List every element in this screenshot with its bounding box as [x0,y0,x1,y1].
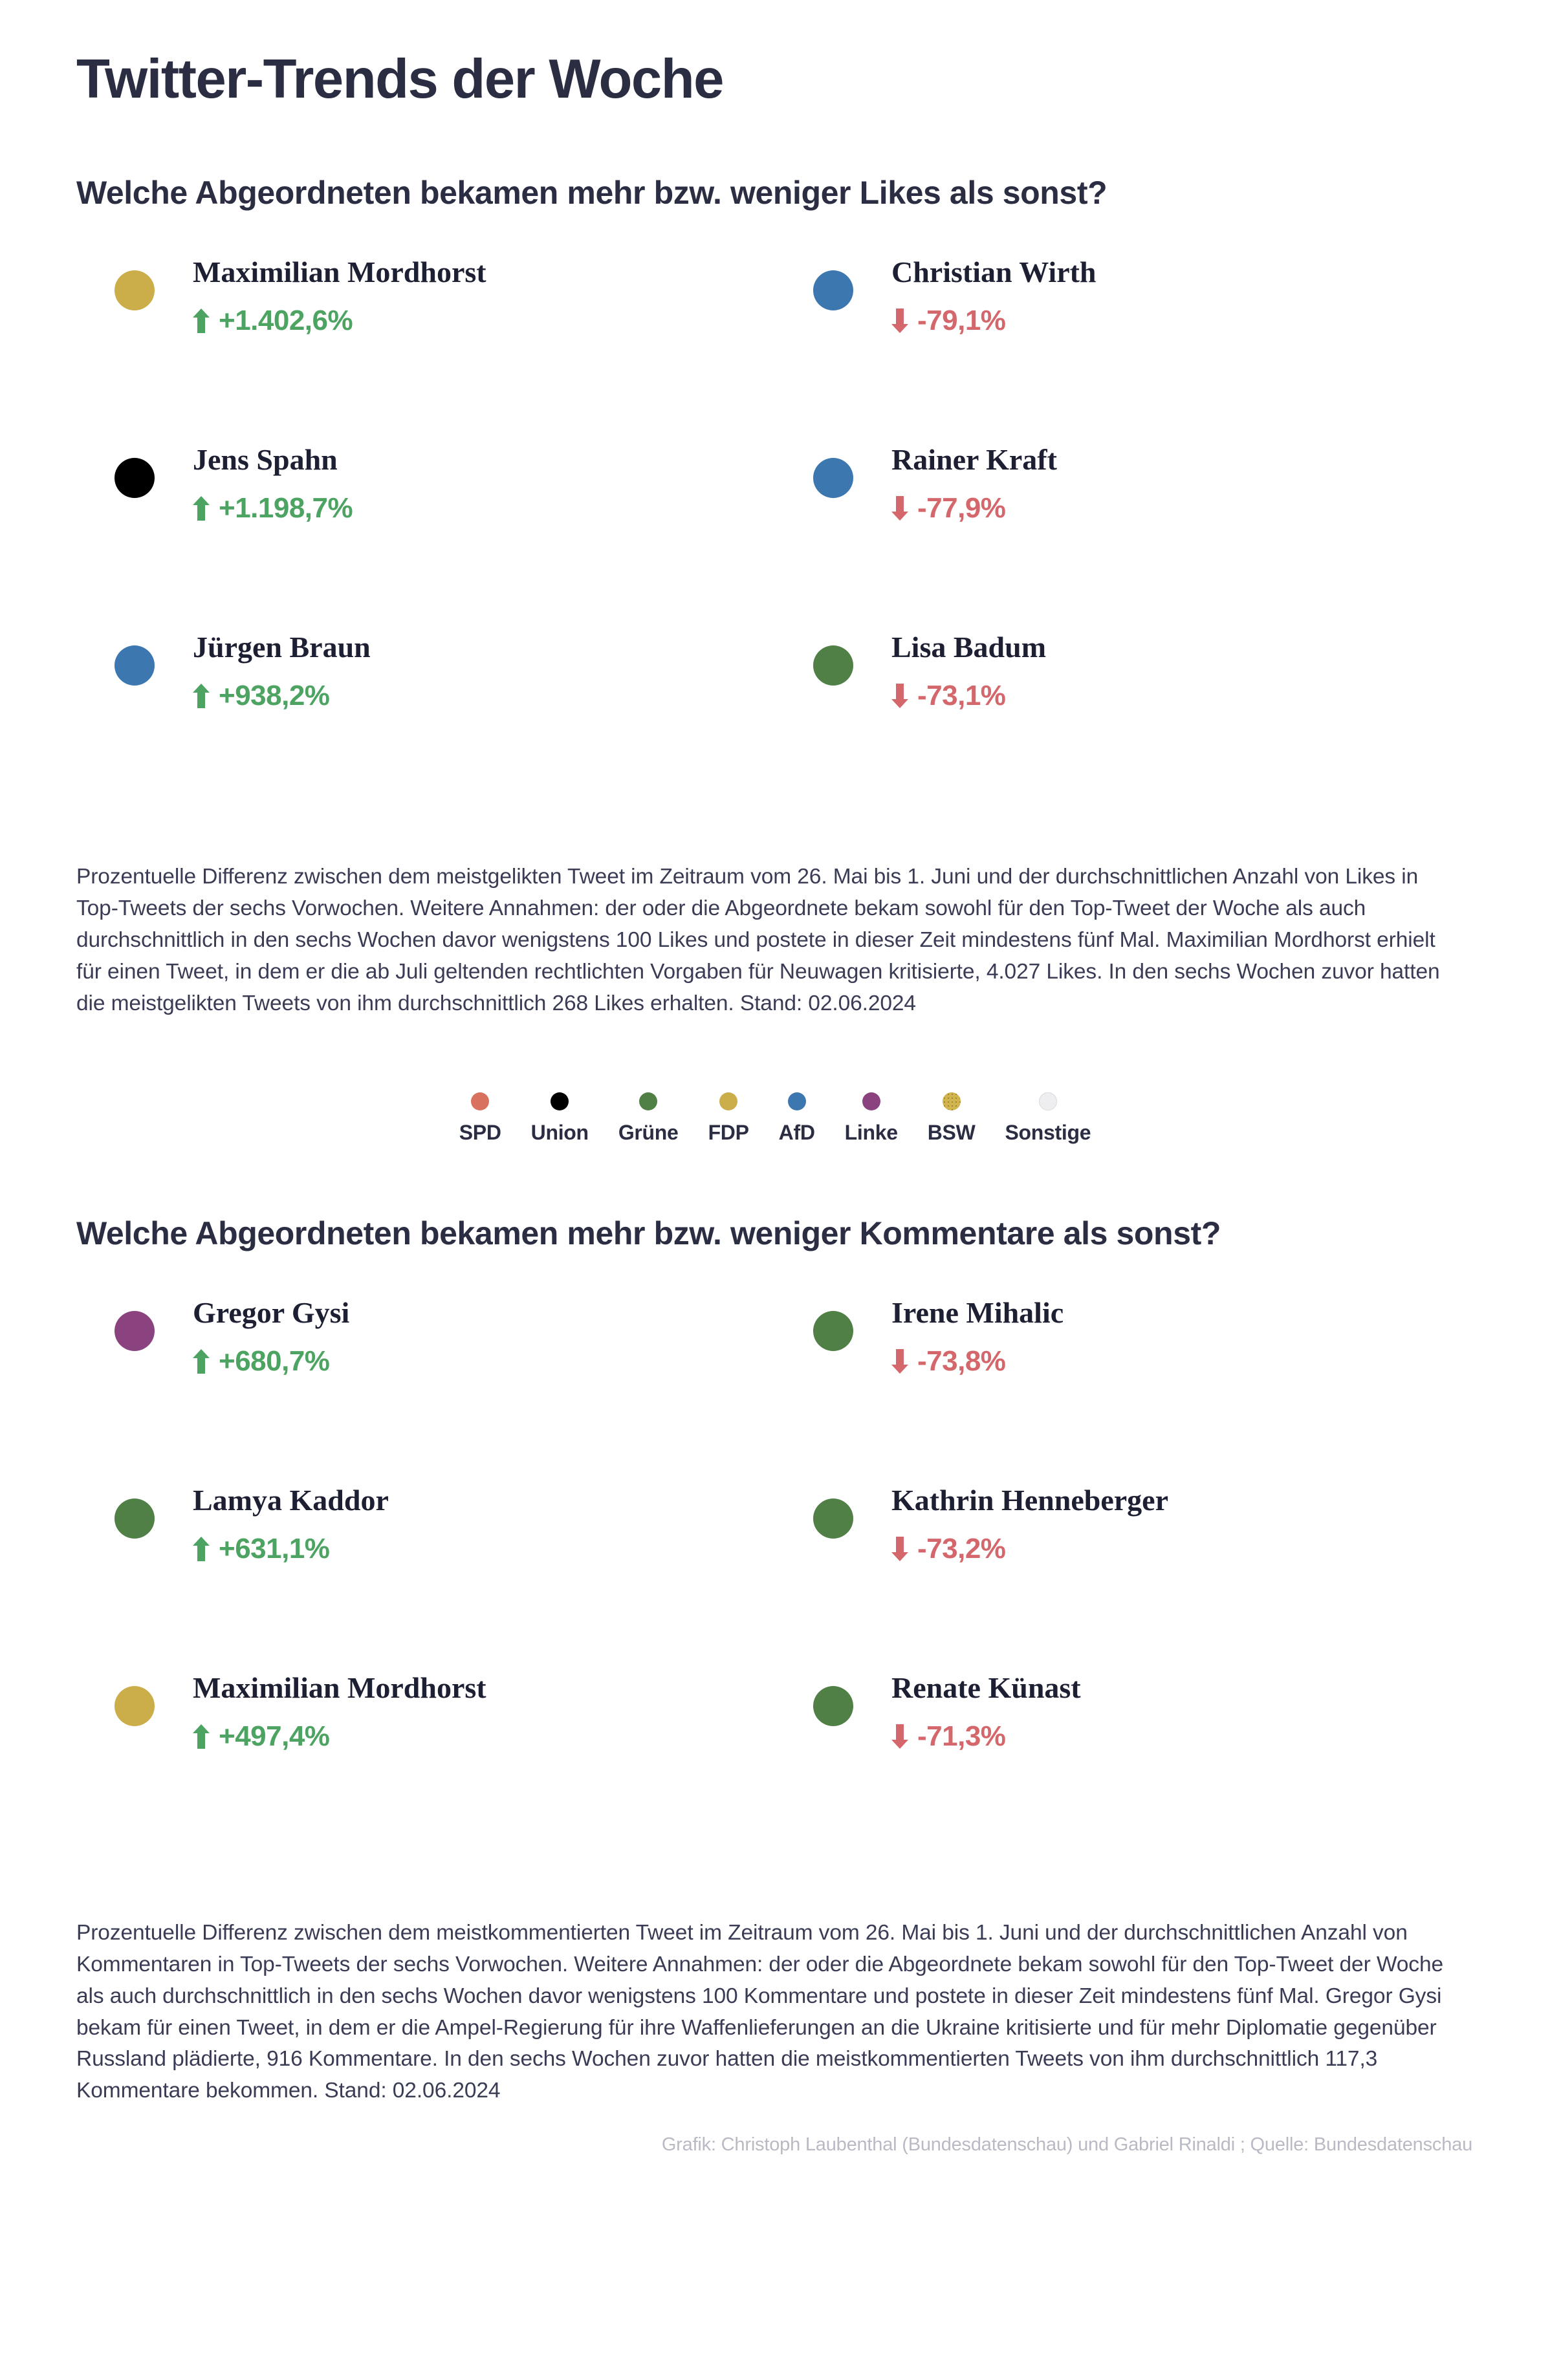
legend-label: Union [530,1120,589,1144]
arrow-down-icon [891,496,917,521]
entry-row [775,1667,1474,1854]
person-name: Jens Spahn [193,443,338,477]
entry-row [76,1479,775,1667]
delta-value [891,1347,1474,1376]
delta-percent-label: -77,9% [917,492,1006,525]
person-name: Irene Mihalic [891,1295,1064,1329]
legend-item-afd [764,1092,830,1145]
person-name: Maximilian Mordhorst [193,1671,486,1704]
legend-label: Sonstige [1005,1120,1091,1144]
delta-percent-label: -73,1% [917,680,1006,712]
delta-value [891,494,1474,523]
entry-body [891,633,1474,710]
entry-body [891,257,1474,335]
legend-item-linke [830,1092,913,1145]
party-dot-wrap [76,1486,193,1539]
legend-label: FDP [708,1120,749,1144]
delta-percent-label: -73,2% [917,1532,1006,1564]
legend-color-dot-gruene [639,1092,657,1110]
entry-row [775,438,1474,626]
party-color-dot-afd [115,645,155,686]
legend-color-dot-bsw [943,1092,961,1110]
legend-label: BSW [927,1120,976,1144]
delta-percent-label: +497,4% [219,1720,330,1752]
arrow-down-icon [891,1724,917,1749]
arrow-down-icon [891,684,917,708]
legend-label: Grüne [618,1120,679,1144]
delta-percent-label: -79,1% [917,305,1006,337]
delta-percent-label: -73,8% [917,1345,1006,1377]
credit-line: Grafik: Christoph Laubenthal (Bundesdatenschau) und Gabriel Rinaldi ; Quelle: Bundesdatenschau [661,2134,1472,2156]
party-color-dot-gruene [813,1686,853,1726]
party-dot-wrap [76,1298,193,1351]
person-name: Lisa Badum [891,631,1047,664]
party-dot-wrap [775,257,891,310]
arrow-up-icon [193,496,219,521]
delta-percent-label: +631,1% [219,1532,330,1564]
delta-value [193,307,775,335]
legend-color-dot-sonstige [1039,1092,1057,1110]
legend-color-dot-linke [862,1092,880,1110]
delta-percent-label: +1.198,7% [219,492,353,525]
party-color-dot-afd [813,270,853,310]
entry-body [193,633,775,710]
entry-body [193,1483,775,1564]
delta-value [193,1532,775,1564]
party-color-dot-gruene [813,1311,853,1351]
party-color-dot-gruene [813,645,853,686]
entry-grid-likes [76,251,1474,814]
person-name: Renate Künast [891,1671,1081,1704]
entry-body [193,1295,775,1377]
entry-row [775,626,1474,814]
entry-row [775,1479,1474,1667]
note-likes: Prozentuelle Differenz zwischen dem meistgelikten Tweet im Zeitraum vom 26. Mai bis 1. Juni und der durchschnittlichen Anzahl von Likes in Top-Tweets der sechs Vorwochen. Weitere Annahmen: der oder die Abgeordnete bekam sowohl für den Top-Tweet der Woche als auch durchschnittlich in den sechs Wochen davor wenigstens 100 Likes und postete in dieser Zeit mindestens fünf Mal. Maximilian Mordhorst erhielt für einen Tweet, in dem er die ab Juli geltenden rechtlichten Vorgaben für Neuwagen kritisierte, 4.027 Likes. In den sechs Wochen zuvor hatten die meistgelikten Tweets von ihm durchschnittlich 268 Likes erhalten. Stand: 02.06.2024 [76,865,1440,1015]
legend-color-dot-fdp [719,1092,737,1110]
entry-row [76,251,775,438]
delta-value [193,682,775,710]
entry-body [891,1483,1474,1564]
legend-label: Linke [844,1120,898,1144]
page-title: Twitter-Trends der Woche [76,49,723,110]
entry-body [891,1673,1474,1751]
entry-row [76,626,775,814]
person-name: Maximilian Mordhorst [193,255,486,289]
legend-item-union [516,1092,604,1145]
party-legend [76,1092,1474,1145]
entry-row [76,438,775,626]
party-color-dot-gruene [813,1498,853,1539]
arrow-down-icon [891,1537,917,1561]
legend-item-gruene [604,1092,693,1145]
delta-value [193,494,775,523]
entry-body [891,445,1474,523]
party-color-dot-union [115,458,155,498]
party-dot-wrap [775,1298,891,1351]
arrow-down-icon [891,308,917,333]
legend-color-dot-union [551,1092,569,1110]
delta-value [891,682,1474,710]
delta-percent-label: -71,3% [917,1720,1006,1752]
party-color-dot-afd [813,458,853,498]
delta-percent-label: +938,2% [219,680,330,712]
entry-grid-comments [76,1292,1474,1854]
delta-value [193,1347,775,1376]
arrow-up-icon [193,1537,219,1561]
section-heading-likes: Welche Abgeordneten bekamen mehr bzw. weniger Likes als sonst? [76,175,1108,211]
legend-label: SPD [459,1120,501,1144]
party-dot-wrap [775,633,891,686]
person-name: Christian Wirth [891,255,1097,289]
person-name: Gregor Gysi [193,1295,350,1329]
arrow-up-icon [193,308,219,333]
entry-body [193,445,775,523]
entry-row [775,251,1474,438]
entry-row [76,1292,775,1479]
party-dot-wrap [76,1673,193,1726]
delta-value [891,307,1474,335]
legend-color-dot-spd [471,1092,489,1110]
delta-value [891,1532,1474,1564]
person-name: Rainer Kraft [891,443,1057,477]
legend-item-bsw [913,1092,990,1145]
entry-row [775,1292,1474,1479]
arrow-up-icon [193,1724,219,1749]
party-dot-wrap [775,1486,891,1539]
entry-body [891,1295,1474,1377]
legend-color-dot-afd [788,1092,806,1110]
delta-value [891,1722,1474,1751]
delta-percent-label: +1.402,6% [219,305,353,337]
party-dot-wrap [76,445,193,498]
legend-item-sonstige [990,1092,1106,1145]
entry-body [193,1673,775,1751]
delta-percent-label: +680,7% [219,1345,330,1377]
party-dot-wrap [76,257,193,310]
arrow-down-icon [891,1349,917,1374]
section-heading-comments: Welche Abgeordneten bekamen mehr bzw. weniger Kommentare als sonst? [76,1215,1221,1251]
note-comments: Prozentuelle Differenz zwischen dem meistkommentierten Tweet im Zeitraum vom 26. Mai bis 1. Juni und der durchschnittlichen Anzahl von Kommentaren in Top-Tweets der sechs Vorwochen. Weitere Annahmen: der oder die Abgeordnete bekam sowohl für den Top-Tweet der Woche als auch durchschnittlich in den sechs Wochen davor wenigstens 100 Kommentare und postete in dieser Zeit mindestens fünf Mal. Gregor Gysi bekam für einen Tweet, in dem er die Ampel-Regierung für ihre Waffenlieferungen an die Ukraine kritisierte und für mehr Diplomatie gegenüber Russland plädierte, 916 Kommentare. In den sechs Wochen zuvor hatten die meistkommentierten Tweets von ihm durchschnittlich 117,3 Kommentare bekommen. Stand: 02.06.2024 [76,1920,1444,2103]
party-dot-wrap [775,445,891,498]
person-name: Jürgen Braun [193,631,371,664]
legend-label: AfD [778,1120,815,1144]
legend-item-spd [444,1092,516,1145]
arrow-up-icon [193,1349,219,1374]
party-color-dot-linke [115,1311,155,1351]
party-color-dot-fdp [115,1686,155,1726]
party-dot-wrap [76,633,193,686]
party-dot-wrap [775,1673,891,1726]
party-color-dot-gruene [115,1498,155,1539]
person-name: Lamya Kaddor [193,1483,389,1517]
arrow-up-icon [193,684,219,708]
entry-row [76,1667,775,1854]
legend-item-fdp [693,1092,764,1145]
person-name: Kathrin Henneberger [891,1483,1168,1517]
entry-body [193,257,775,335]
party-color-dot-fdp [115,270,155,310]
delta-value [193,1722,775,1751]
